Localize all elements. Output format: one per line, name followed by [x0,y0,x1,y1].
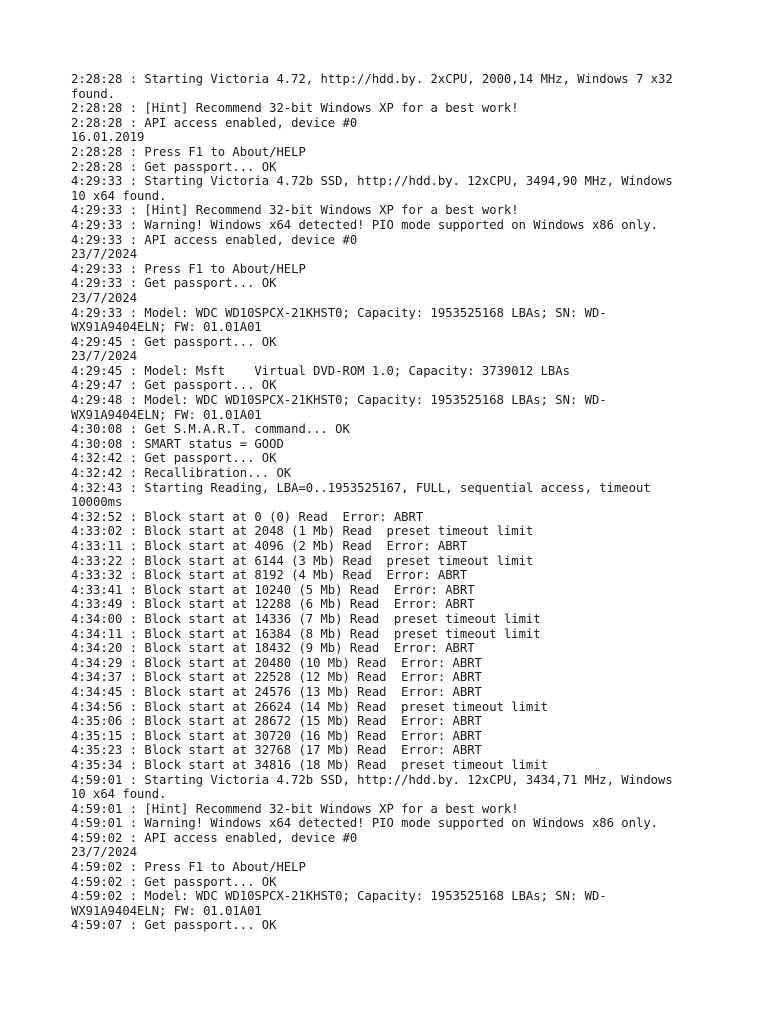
log-line: WX91A9404ELN; FW: 01.01A01 [71,320,262,335]
log-line: 4:29:33 : Starting Victoria 4.72b SSD, http://hdd.by. 12xCPU, 3494,90 MHz, Windows [71,174,673,189]
log-line: 4:34:37 : Block start at 22528 (12 Mb) Read Error: ABRT [71,670,482,685]
log-line: 2:28:28 : Get passport... OK [71,159,277,174]
log-lines [71,72,711,933]
log-line: 4:30:08 : SMART status = GOOD [71,436,284,451]
log-line: 4:34:11 : Block start at 16384 (8 Mb) Read preset timeout limit [71,626,541,641]
log-line: 4:59:02 : Press F1 to About/HELP [71,860,306,875]
log-line: 4:32:42 : Get passport... OK [71,451,277,466]
log-line: 4:33:32 : Block start at 8192 (4 Mb) Read Error: ABRT [71,568,468,583]
log-line: 2:28:28 : API access enabled, device #0 [71,115,358,130]
log-line: 4:29:33 : API access enabled, device #0 [71,232,358,247]
log-line: 4:32:43 : Starting Reading, LBA=0..1953525167, FULL, sequential access, timeout [71,480,651,495]
log-line: 4:34:20 : Block start at 18432 (9 Mb) Read Error: ABRT [71,641,475,656]
log-line: 4:59:02 : Get passport... OK [71,874,277,889]
log-document [71,72,711,933]
log-line: 4:29:48 : Model: WDC WD10SPCX-21KHST0; Capacity: 1953525168 LBAs; SN: WD- [71,393,607,408]
log-line: 4:32:42 : Recallibration... OK [71,466,292,481]
log-line: 4:59:07 : Get passport... OK [71,918,277,933]
log-line: 4:35:23 : Block start at 32768 (17 Mb) Read Error: ABRT [71,743,482,758]
log-line: 4:29:33 : Model: WDC WD10SPCX-21KHST0; Capacity: 1953525168 LBAs; SN: WD- [71,305,607,320]
log-line: 4:33:41 : Block start at 10240 (5 Mb) Read Error: ABRT [71,582,475,597]
log-line: WX91A9404ELN; FW: 01.01A01 [71,903,262,918]
log-line: 4:29:33 : [Hint] Recommend 32-bit Windows XP for a best work! [71,203,519,218]
log-line: 4:33:02 : Block start at 2048 (1 Mb) Read preset timeout limit [71,524,534,539]
log-line: 4:29:45 : Model: Msft Virtual DVD-ROM 1.0; Capacity: 3739012 LBAs [71,363,570,378]
log-line: 4:29:33 : Warning! Windows x64 detected! PIO mode supported on Windows x86 only. [71,217,658,232]
log-line: 23/7/2024 [71,247,138,262]
log-line: 4:35:15 : Block start at 30720 (16 Mb) Read Error: ABRT [71,728,482,743]
log-line: 4:35:34 : Block start at 34816 (18 Mb) Read preset timeout limit [71,757,548,772]
log-line: 4:33:11 : Block start at 4096 (2 Mb) Read Error: ABRT [71,539,468,553]
log-line: 4:33:49 : Block start at 12288 (6 Mb) Read Error: ABRT [71,597,475,612]
log-line: 4:29:33 : Get passport... OK [71,276,277,291]
log-line: 4:29:33 : Press F1 to About/HELP [71,261,306,276]
log-line: 2:28:28 : Press F1 to About/HELP [71,144,306,159]
log-line: 4:59:01 : [Hint] Recommend 32-bit Windows XP for a best work! [71,801,519,816]
log-line: 10000ms [71,495,123,510]
log-line: found. [71,86,116,101]
log-line: 4:59:02 : API access enabled, device #0 [71,830,358,845]
log-line: 4:34:00 : Block start at 14336 (7 Mb) Read preset timeout limit [71,611,541,626]
log-line: 4:30:08 : Get S.M.A.R.T. command... OK [71,422,350,437]
log-line: 4:59:01 : Warning! Windows x64 detected! PIO mode supported on Windows x86 only. [71,816,658,831]
log-line: 4:34:56 : Block start at 26624 (14 Mb) Read preset timeout limit [71,699,548,714]
log-line: 4:35:06 : Block start at 28672 (15 Mb) Read Error: ABRT [71,714,482,729]
log-line: 4:34:45 : Block start at 24576 (13 Mb) Read Error: ABRT [71,684,482,699]
log-line: WX91A9404ELN; FW: 01.01A01 [71,407,262,422]
log-line: 4:29:45 : Get passport... OK [71,334,277,349]
log-line: 10 x64 found. [71,787,167,802]
log-line: 23/7/2024 [71,290,138,305]
log-line: 2:28:28 : Starting Victoria 4.72, http://hdd.by. 2xCPU, 2000,14 MHz, Windows 7 x32 [71,72,673,86]
log-line: 2:28:28 : [Hint] Recommend 32-bit Windows XP for a best work! [71,101,519,116]
log-line: 4:32:52 : Block start at 0 (0) Read Error: ABRT [71,509,424,524]
log-line: 4:59:02 : Model: WDC WD10SPCX-21KHST0; Capacity: 1953525168 LBAs; SN: WD- [71,889,607,904]
log-line: 4:33:22 : Block start at 6144 (3 Mb) Read preset timeout limit [71,553,534,568]
log-line: 4:34:29 : Block start at 20480 (10 Mb) Read Error: ABRT [71,655,482,670]
log-line: 16.01.2019 [71,130,145,145]
log-line: 10 x64 found. [71,188,167,203]
log-line: 4:59:01 : Starting Victoria 4.72b SSD, http://hdd.by. 12xCPU, 3434,71 MHz, Windows [71,772,673,787]
log-line: 4:29:47 : Get passport... OK [71,378,277,393]
log-line: 23/7/2024 [71,845,138,860]
log-line: 23/7/2024 [71,349,138,364]
